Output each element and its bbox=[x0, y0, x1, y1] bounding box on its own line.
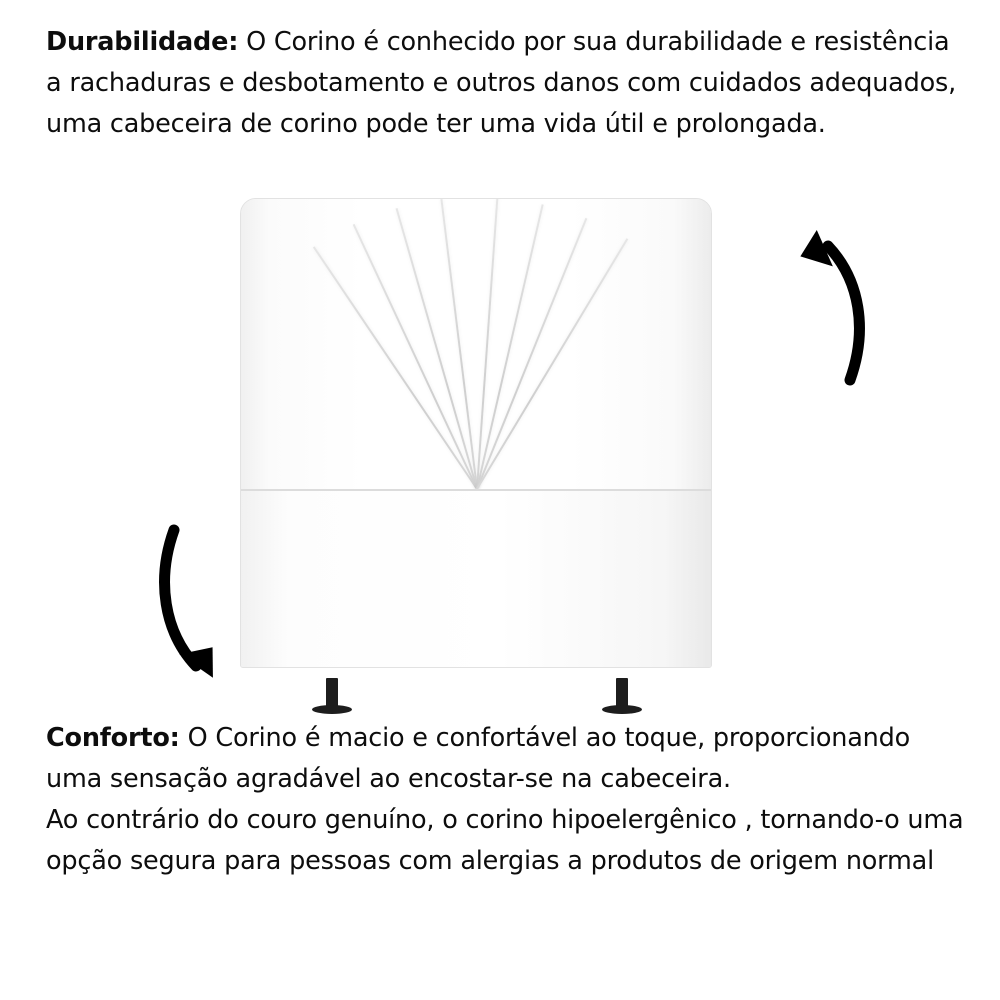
hypoallergenic-paragraph: Ao contrário do couro genuíno, o corino hipoelergênico , tornando-o uma opção segura para pessoas com alergias a produtos de origem normal bbox=[46, 805, 964, 876]
durability-body: O Corino é conhecido por sua durabilidade e resistência a rachaduras e desbotamento e outros danos com cuidados adequados, uma cabeceira de corino pode ter uma vida útil e prolongada. bbox=[46, 27, 956, 139]
headboard-leg-right bbox=[616, 678, 628, 708]
comfort-text-block bbox=[46, 718, 966, 882]
durability-label: Durabilidade: bbox=[46, 27, 239, 57]
curved-arrow-up-icon bbox=[750, 210, 870, 390]
durability-paragraph bbox=[46, 22, 966, 145]
comfort-label: Conforto: bbox=[46, 723, 180, 753]
curved-arrow-down-icon bbox=[152, 520, 272, 700]
product-illustration bbox=[150, 190, 850, 710]
durability-text-block bbox=[46, 22, 966, 145]
horizontal-seam bbox=[241, 489, 711, 491]
headboard-leg-left bbox=[326, 678, 338, 708]
headboard-lower-band bbox=[241, 491, 711, 667]
headboard-image bbox=[240, 198, 710, 678]
comfort-paragraph bbox=[46, 718, 966, 800]
headboard-body bbox=[240, 198, 712, 668]
comfort-body: O Corino é macio e confortável ao toque, proporcionando uma sensação agradável ao encostar-se na cabeceira. bbox=[46, 723, 910, 794]
